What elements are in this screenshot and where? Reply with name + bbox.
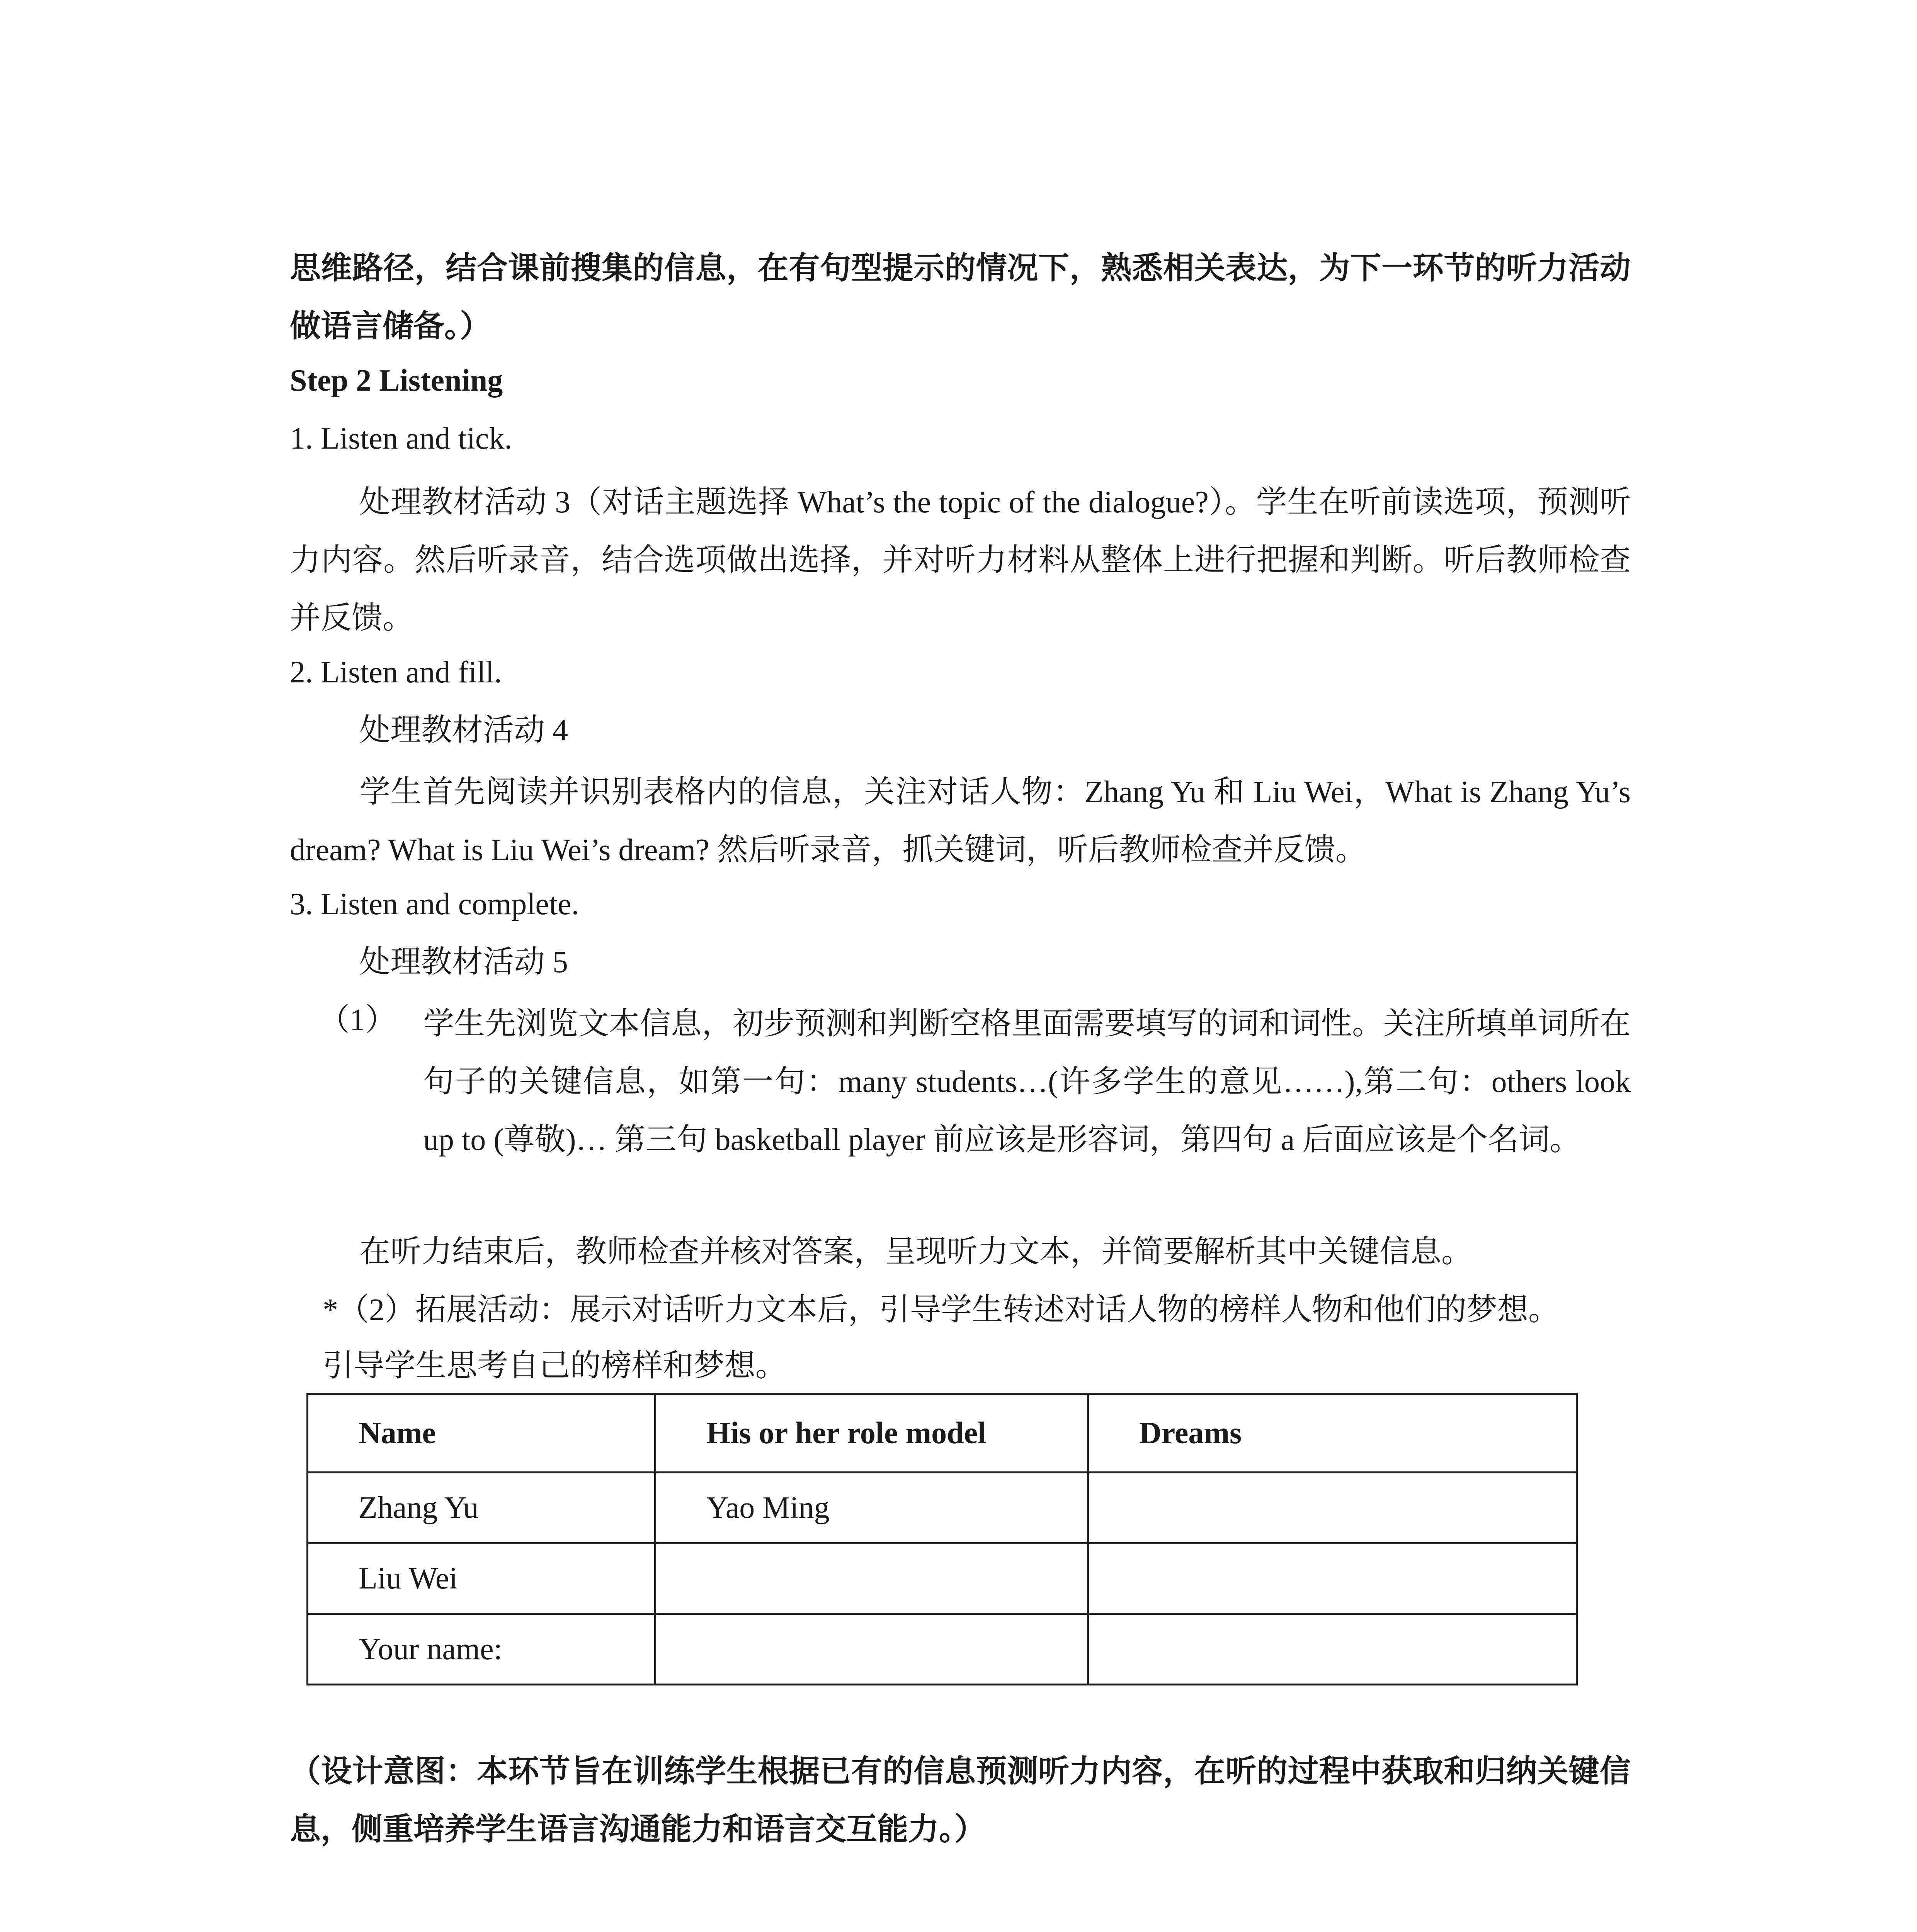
step2-item1-body: 处理教材活动 3（对话主题选择 What’s the topic of the dialogue?）。学生在听前读选项，预测听力内容。然后听录音，结合选项做出选择，并对听力材料从整体上进行把握和判断。听后教师检查并反馈。 — [290, 485, 1631, 635]
step2-item1-title: 1. Listen and tick. — [290, 422, 512, 456]
table-row — [308, 1614, 1577, 1685]
table-header-role-model: His or her role model — [655, 1394, 1088, 1473]
table-header-dreams: Dreams — [1088, 1394, 1577, 1473]
table-cell — [1088, 1543, 1577, 1614]
step2-item2-activity: 处理教材活动 4 — [359, 713, 568, 747]
table-cell — [1088, 1614, 1577, 1685]
table-cell — [655, 1614, 1088, 1685]
role-model-table — [306, 1393, 1578, 1685]
table-row — [308, 1473, 1577, 1543]
step2-item3-activity: 处理教材活动 5 — [359, 945, 568, 979]
step2-item3-sub2-line1: *（2）拓展活动：展示对话听力文本后，引导学生转述对话人物的榜样人物和他们的梦想。 — [323, 1293, 1559, 1327]
step2-heading: Step 2 Listening — [290, 364, 503, 398]
step2-item2-title: 2. Listen and fill. — [290, 655, 502, 689]
table-header-row — [308, 1394, 1577, 1473]
table-row — [308, 1543, 1577, 1614]
step2-item3-title: 3. Listen and complete. — [290, 887, 579, 921]
step2-item3-sub1-marker: （1） — [319, 1003, 396, 1037]
table-cell: Your name: — [308, 1614, 655, 1685]
step2-item3-after-listen: 在听力结束后，教师检查并核对答案，呈现听力文本，并简要解析其中关键信息。 — [359, 1235, 1472, 1269]
table-header-name: Name — [308, 1394, 655, 1473]
table-cell — [655, 1543, 1088, 1614]
intro-design-note: 思维路径，结合课前搜集的信息，在有句型提示的情况下，熟悉相关表达，为下一环节的听力活动做语言储备。） — [290, 252, 1631, 344]
step2-item2-body: 学生首先阅读并识别表格内的信息，关注对话人物：Zhang Yu 和 Liu Wei，What is Zhang Yu’s dream? What is Liu Wei’s dream? 然后听录音，抓关键词，听后教师检查并反馈。 — [290, 775, 1631, 867]
step2-item3-sub2-line2: 引导学生思考自己的榜样和梦想。 — [323, 1349, 786, 1383]
step2-item3-sub1-body: 学生先浏览文本信息，初步预测和判断空格里面需要填写的词和词性。关注所填单词所在句子的关键信息，如第一句：many students…(许多学生的意见……),第二句：others look up to (尊敬)… 第三句 basketball player 前应该是形容词，第四句 a 后面应该是个名词。 — [423, 1007, 1631, 1157]
table-cell: Liu Wei — [308, 1543, 655, 1614]
table-cell: Yao Ming — [655, 1473, 1088, 1543]
step2-design-note: （设计意图：本环节旨在训练学生根据已有的信息预测听力内容，在听的过程中获取和归纳关键信息，侧重培养学生语言沟通能力和语言交互能力。） — [290, 1755, 1631, 1847]
table-cell: Zhang Yu — [308, 1473, 655, 1543]
table-cell — [1088, 1473, 1577, 1543]
